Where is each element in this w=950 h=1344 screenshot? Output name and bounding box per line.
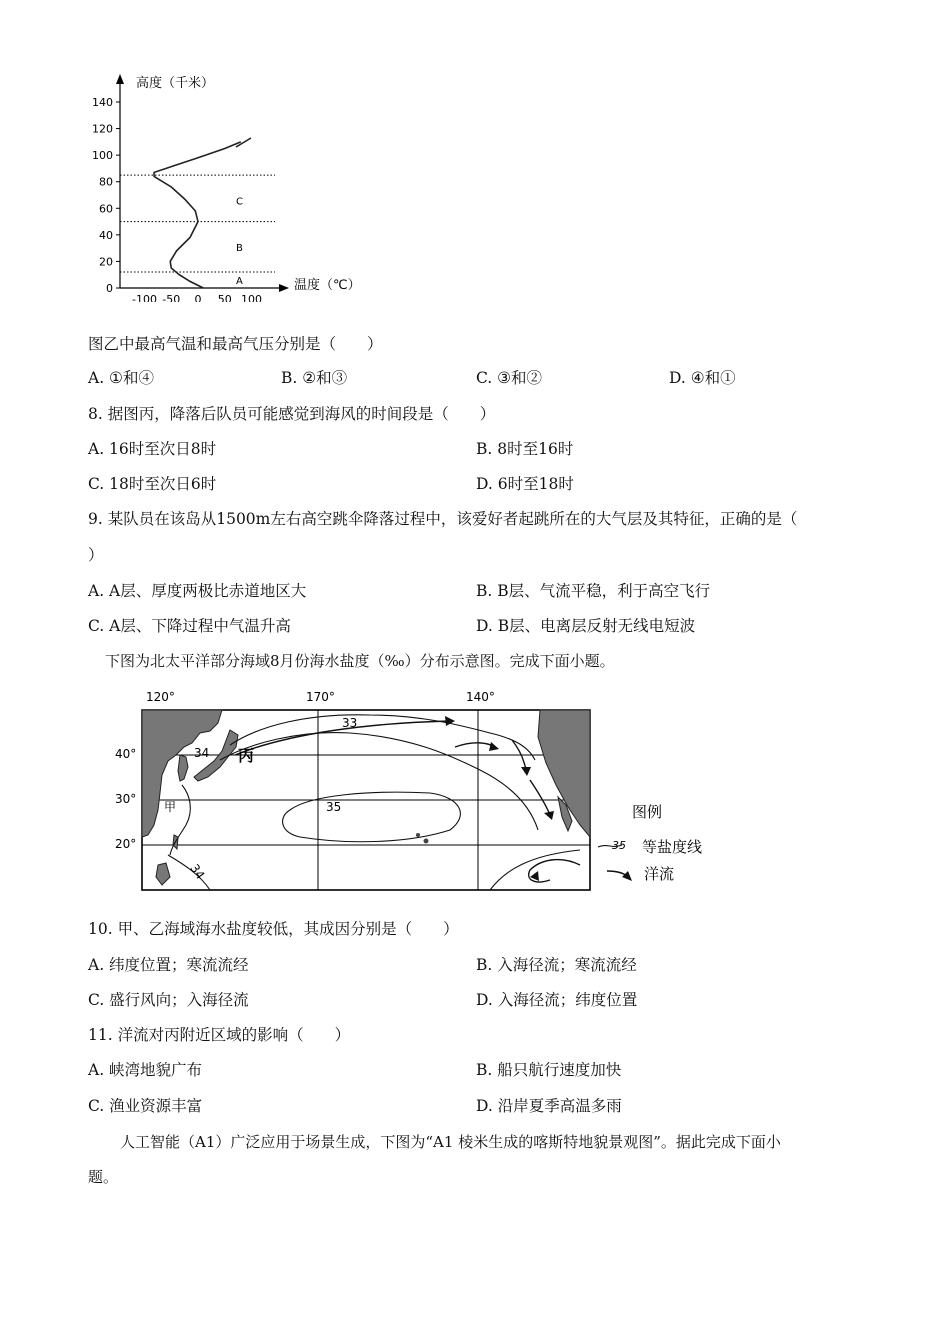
y-tick-label: 40 [99, 228, 113, 242]
place-label-jia: 甲 [164, 800, 177, 814]
lat-label-20: 20° [115, 837, 137, 851]
isoline-label-34-south: 34 [187, 861, 208, 882]
ai-intro-line2: 题。 [88, 1168, 119, 1186]
temperature-curve [154, 142, 241, 288]
q9-option-c[interactable]: C. A层、下降过程中气温升高 [88, 617, 291, 635]
layer-label: A [236, 276, 243, 288]
y-tick-label: 140 [92, 96, 113, 109]
q11-option-d[interactable]: D. 沿岸夏季高温多雨 [476, 1097, 622, 1115]
legend-isoline-label: 等盐度线 [642, 838, 703, 856]
lat-label-40: 40° [115, 747, 137, 761]
y-tick-label: 80 [99, 175, 113, 189]
q9-option-b[interactable]: B. B层、气流平稳，利于高空飞行 [476, 582, 711, 600]
q10-stem: 10. 甲、乙海域海水盐度较低，其成因分别是（ ） [88, 920, 459, 938]
q7-option-a[interactable]: A. ①和④ [88, 369, 154, 387]
y-axis-arrow [116, 74, 124, 84]
hawaii-island-2 [424, 839, 429, 844]
y-tick-label: 120 [92, 122, 113, 136]
legend-current-arrow [622, 871, 632, 881]
q9-stem-end: ） [88, 546, 104, 564]
layer-label: C [236, 196, 243, 208]
salinity-intro: 下图为北太平洋部分海域8月份海水盐度（‰）分布示意图。完成下面小题。 [105, 652, 615, 670]
x-tick-label: -100 [132, 293, 157, 302]
q8-option-b[interactable]: B. 8时至16时 [476, 440, 574, 458]
q8-option-a[interactable]: A. 16时至次日8时 [88, 440, 217, 458]
q10-option-a[interactable]: A. 纬度位置；寒流流经 [88, 956, 249, 974]
isoline-label-33: 33 [342, 716, 358, 730]
y-axis-label: 高度（千米） [136, 76, 215, 91]
legend-isoline-value: 35 [612, 839, 626, 852]
ai-intro-line1: 人工智能（A1）广泛应用于场景生成，下图为“A1 棱米生成的喀斯特地貌景观图”。据此完成下面小 [120, 1133, 781, 1151]
salinity-map [110, 685, 730, 895]
q11-option-c[interactable]: C. 渔业资源丰富 [88, 1097, 203, 1115]
place-label-bing: 丙 [238, 746, 255, 765]
q7-option-d[interactable]: D. ④和① [669, 369, 736, 387]
legend-current-label: 洋流 [644, 865, 675, 883]
q9-option-d[interactable]: D. B层、电离层反射无线电短波 [476, 617, 696, 635]
y-tick-label: 20 [99, 255, 113, 269]
legend-title: 图例 [632, 803, 663, 821]
isoline-label-34-north: 34 [194, 746, 210, 760]
q8-option-d[interactable]: D. 6时至18时 [476, 475, 574, 493]
lon-label-140: 140° [466, 690, 495, 704]
q7-stem: 图乙中最高气温和最高气压分别是（ ） [88, 335, 383, 353]
x-tick-label: -50 [162, 293, 181, 302]
q11-option-a[interactable]: A. 峡湾地貌广布 [88, 1061, 203, 1079]
lon-label-120: 120° [146, 690, 175, 704]
q10-option-b[interactable]: B. 入海径流；寒流流经 [476, 956, 637, 974]
x-tick-label: 100 [241, 293, 262, 302]
q8-option-c[interactable]: C. 18时至次日6时 [88, 475, 217, 493]
q9-stem: 9. 某队员在该岛从1500m左右高空跳伞降落过程中，该爱好者起跳所在的大气层及其特征，正确的是（ [88, 510, 798, 528]
hawaii-island [416, 833, 420, 837]
q7-option-b[interactable]: B. ②和③ [281, 369, 348, 387]
x-tick-label: 50 [217, 293, 232, 302]
q7-option-c[interactable]: C. ③和② [476, 369, 543, 387]
x-axis-arrow [279, 284, 289, 292]
q9-option-a[interactable]: A. A层、厚度两极比赤道地区大 [88, 582, 307, 600]
q10-option-c[interactable]: C. 盛行风向；入海径流 [88, 991, 249, 1009]
altitude-temperature-chart [90, 70, 380, 302]
lat-label-30: 30° [115, 792, 137, 806]
x-axis-label: 温度（℃） [294, 278, 361, 293]
y-tick-label: 60 [99, 202, 113, 216]
q11-stem: 11. 洋流对丙附近区域的影响（ ） [88, 1026, 351, 1044]
layer-label: B [236, 242, 243, 254]
x-tick-label: 0 [194, 293, 202, 302]
isoline-label-35: 35 [326, 800, 342, 814]
lon-label-170: 170° [306, 690, 335, 704]
q10-option-d[interactable]: D. 入海径流；纬度位置 [476, 991, 638, 1009]
y-tick-label: 100 [92, 149, 113, 163]
q8-stem: 8. 据图丙，降落后队员可能感觉到海风的时间段是（ ） [88, 405, 496, 423]
y-tick-label: 0 [106, 282, 113, 295]
q11-option-b[interactable]: B. 船只航行速度加快 [476, 1061, 622, 1079]
